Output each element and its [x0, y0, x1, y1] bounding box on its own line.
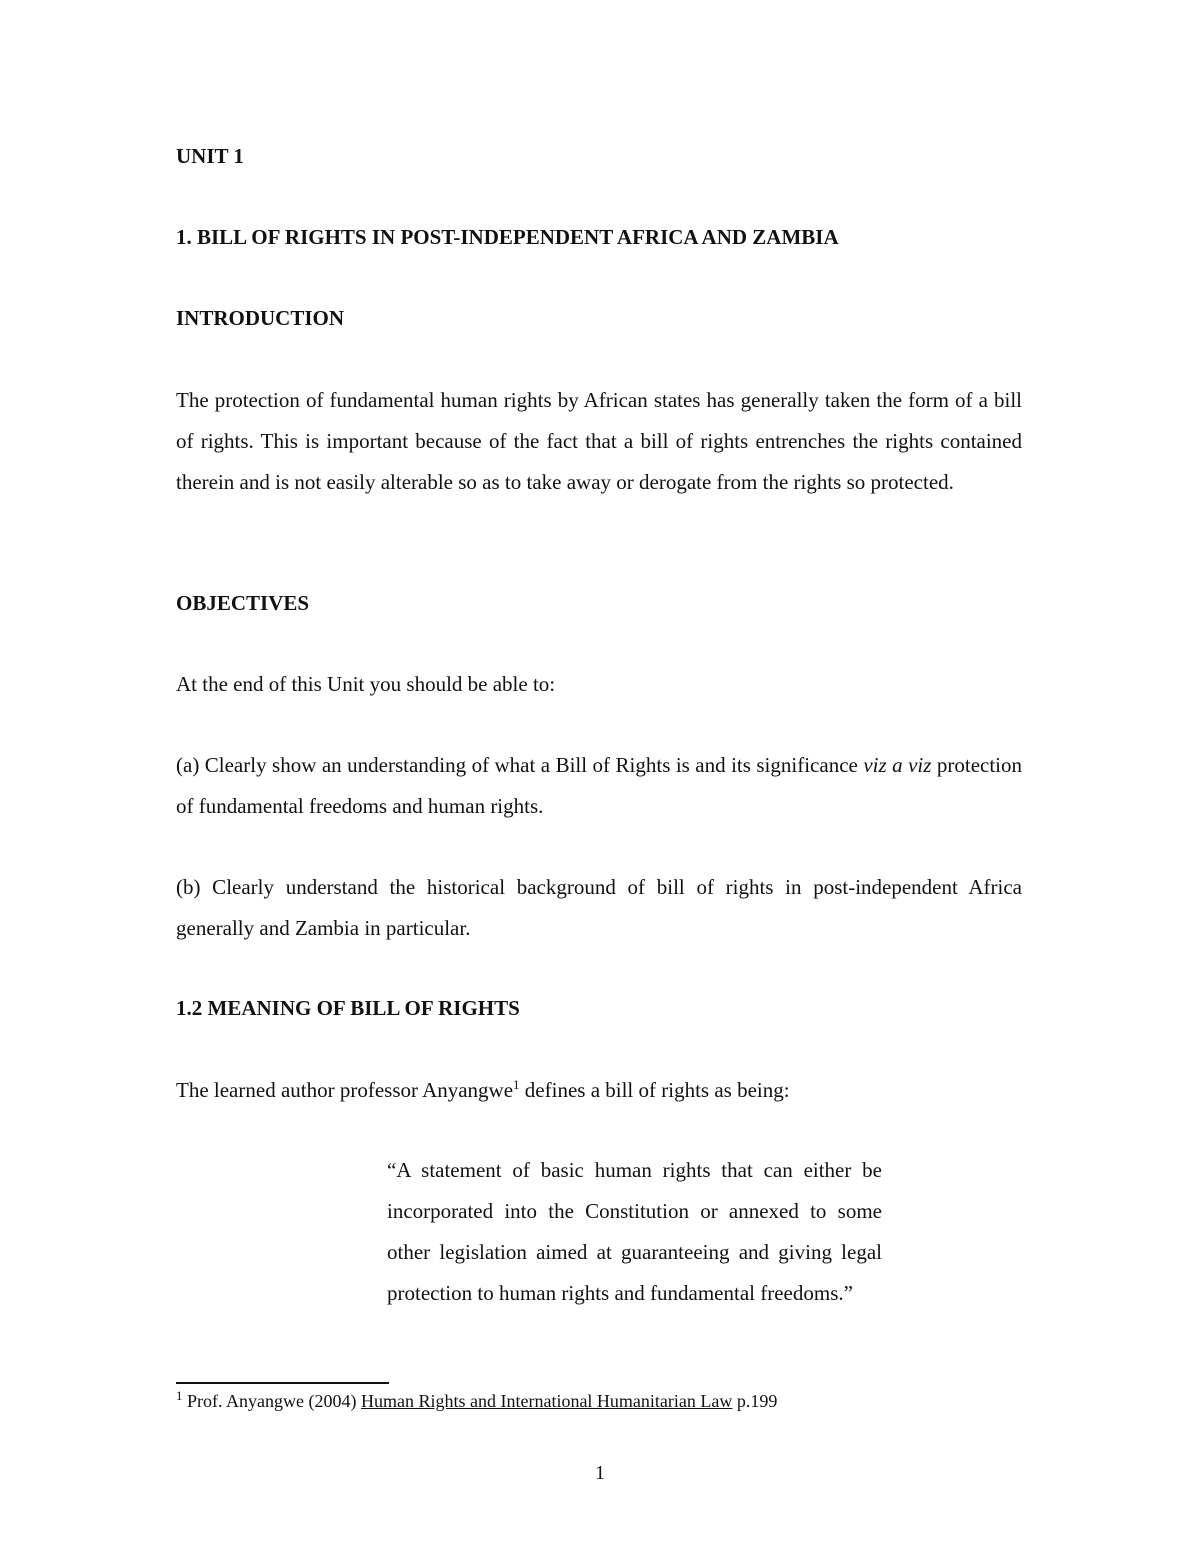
section-title: 1. BILL OF RIGHTS IN POST-INDEPENDENT AFRICA AND ZAMBIA — [176, 225, 839, 249]
footnote-reference-marker[interactable]: 1 — [513, 1077, 520, 1092]
objective-a-emphasis: viz a viz — [863, 753, 932, 777]
page-number: 1 — [595, 1462, 605, 1484]
meaning-heading: 1.2 MEANING OF BILL OF RIGHTS — [176, 996, 520, 1020]
meaning-lead-text: The learned author professor Anyangwe — [176, 1078, 514, 1102]
footnote-text: Prof. Anyangwe (2004) — [182, 1391, 361, 1411]
footnote-page-ref: p.199 — [732, 1391, 778, 1411]
objectives-heading: OBJECTIVES — [176, 591, 310, 615]
introduction-paragraph: The protection of fundamental human rights by African states has generally taken the form of a bill of rights. This is important because of the fact that a bill of rights entrenches the rights contained therein and is not easily alterable so as to take away or derogate from the rights so protected. — [176, 388, 1022, 494]
meaning-lead — [176, 1070, 1022, 1111]
footnote-book-title: Human Rights and International Humanitarian Law — [360, 1391, 733, 1411]
footnote-separator — [176, 1382, 389, 1384]
footnote-marker: 1 — [176, 1388, 183, 1403]
unit-label: UNIT 1 — [176, 144, 244, 168]
footnote — [176, 1388, 1022, 1414]
objective-a-text-end: protection of fundamental freedoms and human rights. — [176, 753, 1023, 818]
meaning-lead-text-end: defines a bill of rights as being: — [519, 1078, 790, 1102]
objective-item-b: (b) Clearly understand the historical background of bill of rights in post-independent Africa generally and Zambia in particular. — [176, 875, 1022, 940]
introduction-heading: INTRODUCTION — [176, 306, 345, 330]
objective-item-a — [176, 745, 1022, 827]
objectives-lead: At the end of this Unit you should be able to: — [176, 672, 556, 696]
objective-a-text: (a) Clearly show an understanding of what a Bill of Rights is and its significance — [176, 753, 864, 777]
definition-quote: “A statement of basic human rights that can either be incorporated into the Constitution or annexed to some other legislation aimed at guaranteeing and giving legal protection to human rights and fundamental freedoms.” — [387, 1158, 882, 1305]
